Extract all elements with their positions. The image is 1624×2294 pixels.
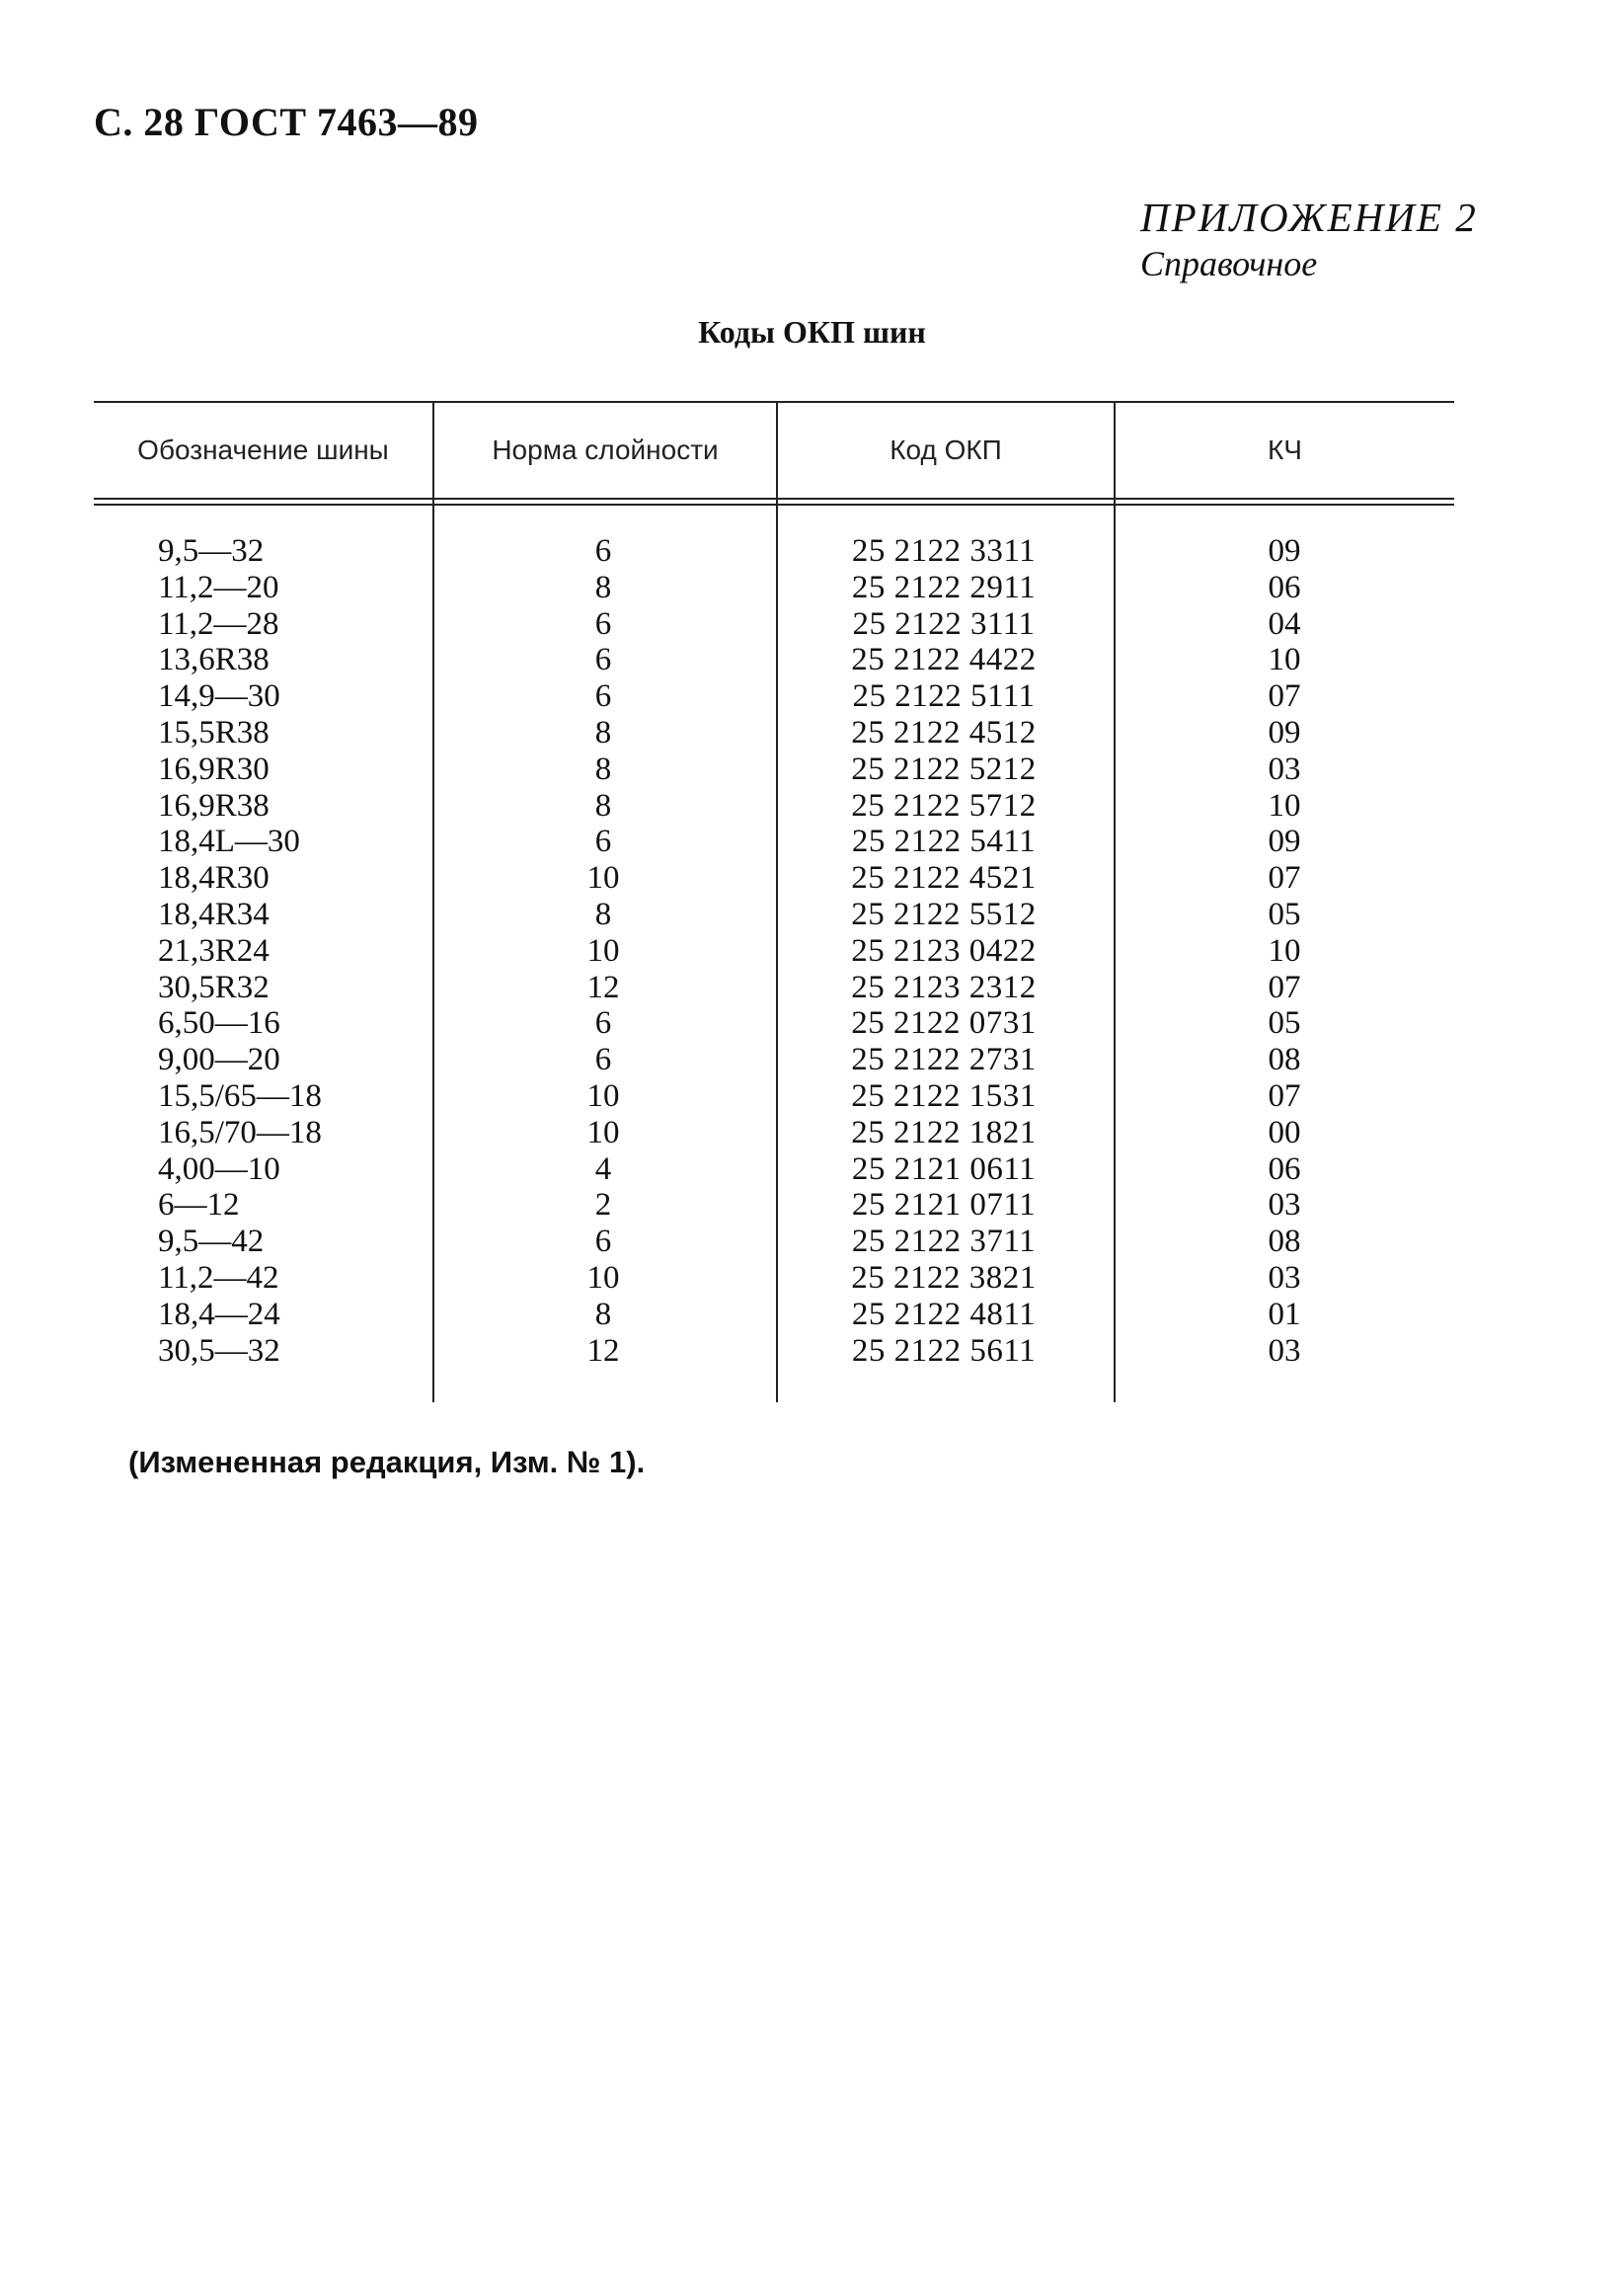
- cell-ply-rating: 8: [594, 1296, 612, 1332]
- cell-kch: 03: [1268, 751, 1301, 787]
- cell-designation: 14,9—30: [158, 678, 280, 715]
- table-row: [0, 642, 1624, 678]
- cell-kch: 03: [1268, 1187, 1301, 1224]
- cell-kch: 09: [1268, 533, 1301, 569]
- cell-designation: 30,5R32: [158, 969, 270, 1005]
- cell-designation: 9,00—20: [158, 1042, 280, 1078]
- table-row: [0, 1115, 1624, 1151]
- table-row: [0, 1333, 1624, 1370]
- table-row: [0, 1224, 1624, 1260]
- cell-designation: 11,2—20: [158, 569, 279, 605]
- cell-okp-code: 25 2122 2731: [851, 1042, 1037, 1078]
- cell-ply-rating: 8: [594, 714, 612, 751]
- cell-designation: 18,4R30: [158, 860, 270, 897]
- cell-ply-rating: 6: [594, 1224, 612, 1260]
- cell-kch: 10: [1268, 642, 1301, 678]
- table-row: [0, 970, 1624, 1006]
- cell-kch: 10: [1268, 787, 1301, 824]
- cell-okp-code: 25 2122 5212: [851, 751, 1037, 787]
- table-row: [0, 1151, 1624, 1188]
- cell-designation: 18,4—24: [158, 1296, 280, 1332]
- appendix-subtitle: Справочное: [1140, 244, 1318, 283]
- cell-designation: 11,2—42: [158, 1259, 279, 1296]
- cell-okp-code: 25 2122 5411: [851, 824, 1037, 860]
- cell-ply-rating: 6: [594, 1005, 612, 1042]
- cell-okp-code: 25 2122 5611: [851, 1332, 1037, 1369]
- cell-ply-rating: 6: [594, 1042, 612, 1078]
- column-header-kch: КЧ: [1268, 435, 1302, 465]
- cell-designation: 18,4L—30: [158, 824, 300, 860]
- table-row: [0, 751, 1624, 788]
- cell-designation: 16,9R38: [158, 787, 270, 824]
- cell-okp-code: 25 2122 0731: [851, 1005, 1037, 1042]
- cell-kch: 06: [1268, 1150, 1301, 1187]
- table-row: [0, 606, 1624, 643]
- cell-okp-code: 25 2122 1821: [851, 1114, 1037, 1150]
- cell-kch: 10: [1268, 932, 1301, 969]
- cell-designation: 15,5R38: [158, 714, 270, 751]
- table-row: [0, 1078, 1624, 1115]
- cell-kch: 09: [1268, 714, 1301, 751]
- table-row: [0, 788, 1624, 825]
- cell-designation: 18,4R34: [158, 896, 270, 932]
- table-row: [0, 897, 1624, 933]
- cell-okp-code: 25 2122 1531: [851, 1077, 1037, 1114]
- cell-designation: 11,2—28: [158, 605, 279, 642]
- table-row: [0, 1005, 1624, 1042]
- table-row: [0, 715, 1624, 751]
- table-row: [0, 824, 1624, 860]
- cell-ply-rating: 6: [594, 533, 612, 569]
- table-row: [0, 570, 1624, 606]
- cell-ply-rating: 12: [586, 1332, 620, 1369]
- cell-kch: 07: [1268, 678, 1301, 715]
- table-row: [0, 678, 1624, 715]
- cell-designation: 15,5/65—18: [158, 1077, 322, 1114]
- cell-ply-rating: 6: [594, 824, 612, 860]
- page-header: С. 28 ГОСТ 7463—89: [94, 100, 479, 144]
- cell-okp-code: 25 2122 3711: [851, 1224, 1037, 1260]
- cell-okp-code: 25 2121 0711: [851, 1187, 1037, 1224]
- cell-okp-code: 25 2122 4422: [851, 642, 1037, 678]
- table-row: [0, 933, 1624, 970]
- column-header-designation: Обозначение шины: [137, 435, 389, 465]
- cell-kch: 00: [1268, 1114, 1301, 1150]
- cell-kch: 03: [1268, 1332, 1301, 1369]
- header-bottom-rule: [94, 498, 1454, 500]
- cell-designation: 9,5—42: [158, 1224, 265, 1260]
- cell-designation: 21,3R24: [158, 932, 270, 969]
- cell-ply-rating: 10: [586, 860, 620, 897]
- cell-ply-rating: 12: [586, 969, 620, 1005]
- cell-okp-code: 25 2123 0422: [851, 932, 1037, 969]
- cell-ply-rating: 6: [594, 678, 612, 715]
- cell-ply-rating: 4: [594, 1150, 612, 1187]
- cell-ply-rating: 10: [586, 1077, 620, 1114]
- table-body: [0, 533, 1624, 1369]
- column-header-okp-code: Код ОКП: [889, 435, 1002, 465]
- cell-okp-code: 25 2122 5111: [852, 678, 1036, 715]
- cell-okp-code: 25 2122 3311: [851, 533, 1037, 569]
- cell-ply-rating: 6: [594, 642, 612, 678]
- table-row: [0, 1297, 1624, 1333]
- cell-ply-rating: 8: [594, 751, 612, 787]
- table-row: [0, 533, 1624, 570]
- table-title: Коды ОКП шин: [698, 314, 926, 350]
- cell-designation: 4,00—10: [158, 1150, 280, 1187]
- cell-ply-rating: 8: [594, 787, 612, 824]
- cell-ply-rating: 10: [586, 1114, 620, 1150]
- amendment-note: (Измененная редакция, Изм. № 1).: [128, 1445, 646, 1479]
- cell-designation: 6,50—16: [158, 1005, 280, 1042]
- table-row: [0, 1187, 1624, 1224]
- cell-ply-rating: 6: [594, 605, 612, 642]
- cell-okp-code: 25 2122 4521: [851, 860, 1037, 897]
- table-row: [0, 1042, 1624, 1078]
- cell-kch: 07: [1268, 860, 1301, 897]
- cell-okp-code: 25 2122 4512: [851, 714, 1037, 751]
- cell-designation: 30,5—32: [158, 1332, 280, 1369]
- cell-kch: 08: [1268, 1224, 1301, 1260]
- cell-designation: 6—12: [158, 1187, 240, 1224]
- cell-kch: 07: [1268, 1077, 1301, 1114]
- cell-kch: 06: [1268, 569, 1301, 605]
- cell-kch: 07: [1268, 969, 1301, 1005]
- appendix-label: [1140, 193, 1478, 285]
- cell-okp-code: 25 2122 4811: [851, 1296, 1037, 1332]
- cell-designation: 13,6R38: [158, 642, 270, 678]
- cell-okp-code: 25 2122 3111: [852, 605, 1036, 642]
- cell-ply-rating: 10: [586, 1259, 620, 1296]
- cell-kch: 08: [1268, 1042, 1301, 1078]
- cell-ply-rating: 8: [594, 569, 612, 605]
- cell-kch: 01: [1268, 1296, 1301, 1332]
- cell-okp-code: 25 2123 2312: [851, 969, 1037, 1005]
- cell-kch: 03: [1268, 1259, 1301, 1296]
- cell-okp-code: 25 2121 0611: [851, 1150, 1037, 1187]
- cell-designation: 16,5/70—18: [158, 1114, 322, 1150]
- cell-designation: 9,5—32: [158, 533, 265, 569]
- cell-kch: 05: [1268, 1005, 1301, 1042]
- cell-okp-code: 25 2122 5712: [851, 787, 1037, 824]
- cell-kch: 09: [1268, 824, 1301, 860]
- column-header-ply-rating: Норма слойности: [492, 435, 719, 465]
- cell-designation: 16,9R30: [158, 751, 270, 787]
- cell-kch: 05: [1268, 896, 1301, 932]
- cell-okp-code: 25 2122 2911: [851, 569, 1037, 605]
- cell-okp-code: 25 2122 3821: [851, 1259, 1037, 1296]
- header-bottom-rule-2: [94, 504, 1454, 506]
- cell-kch: 04: [1268, 605, 1301, 642]
- table-row: [0, 1260, 1624, 1297]
- cell-okp-code: 25 2122 5512: [851, 896, 1037, 932]
- cell-ply-rating: 2: [594, 1187, 612, 1224]
- table-row: [0, 860, 1624, 897]
- cell-ply-rating: 8: [594, 896, 612, 932]
- appendix-title: ПРИЛОЖЕНИЕ 2: [1140, 195, 1478, 240]
- cell-ply-rating: 10: [586, 932, 620, 969]
